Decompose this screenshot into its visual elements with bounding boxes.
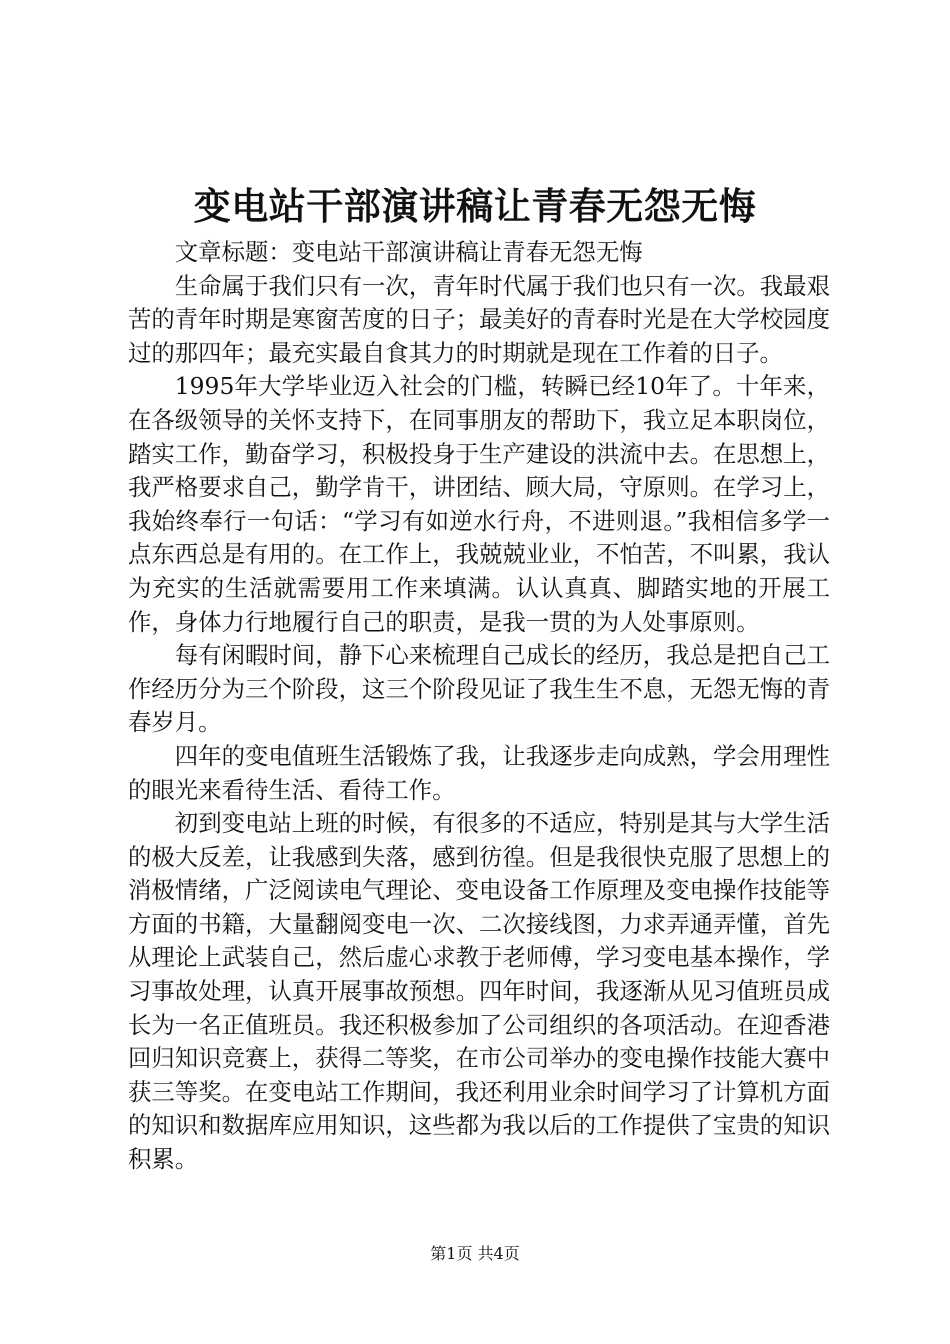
paragraph-5: 初到变电站上班的时候，有很多的不适应，特别是其与大学生活的极大反差，让我感到失落，感到彷徨。但是我很快克服了思想上的消极情绪，广泛阅读电气理论、变电设备工作原理及变电操作技能等方面的书籍，大量翻阅变电一次、二次接线图，力求弄通弄懂，首先从理论上武装自己，然后虚心求教于老师傅，学习变电基本操作，学习事故处理，认真开展事故预想。四年时间，我逐渐从见习值班员成长为一名正值班员。我还积极参加了公司组织的各项活动。在迎香港回归知识竞赛上，获得二等奖，在市公司举办的变电操作技能大赛中获三等奖。在变电站工作期间，我还利用业余时间学习了计算机方面的知识和数据库应用知识，这些都为我以后的工作提供了宝贵的知识积累。 bbox=[128, 809, 830, 1174]
article-title-line: 文章标题：变电站干部演讲稿让青春无怨无悔 bbox=[174, 238, 643, 266]
document-body bbox=[128, 236, 830, 1177]
document-title: 变电站干部演讲稿让青春无怨无悔 bbox=[193, 184, 757, 228]
paragraph-2: 1995年大学毕业迈入社会的门槛，转瞬已经10年了。十年来，在各级领导的关怀支持下，在同事朋友的帮助下，我立足本职岗位，踏实工作，勤奋学习，积极投身于生产建设的洪流中去。在思想上，我严格要求自己，勤学肯干，讲团结、顾大局，守原则。在学习上，我始终奉行一句话：“学习有如逆水行舟，不进则退。”我相信多学一点东西总是有用的。在工作上，我兢兢业业，不怕苦，不叫累，我认为充实的生活就需要用工作来填满。认认真真、脚踏实地的开展工作，身体力行地履行自己的职责，是我一贯的为人处事原则。 bbox=[128, 372, 830, 636]
page-footer: 第1页 共4页 bbox=[430, 1244, 520, 1263]
paragraph-3: 每有闲暇时间，静下心来梳理自己成长的经历，我总是把自己工作经历分为三个阶段，这三个阶段见证了我生生不息，无怨无悔的青春岁月。 bbox=[128, 641, 830, 737]
paragraph-4: 四年的变电值班生活锻炼了我，让我逐步走向成熟，学会用理性的眼光来看待生活、看待工作。 bbox=[128, 741, 830, 804]
paragraph-1: 生命属于我们只有一次，青年时代属于我们也只有一次。我最艰苦的青年时期是寒窗苦度的日子；最美好的青春时光是在大学校园度过的那四年；最充实最自食其力的时期就是现在工作着的日子。 bbox=[128, 271, 830, 367]
